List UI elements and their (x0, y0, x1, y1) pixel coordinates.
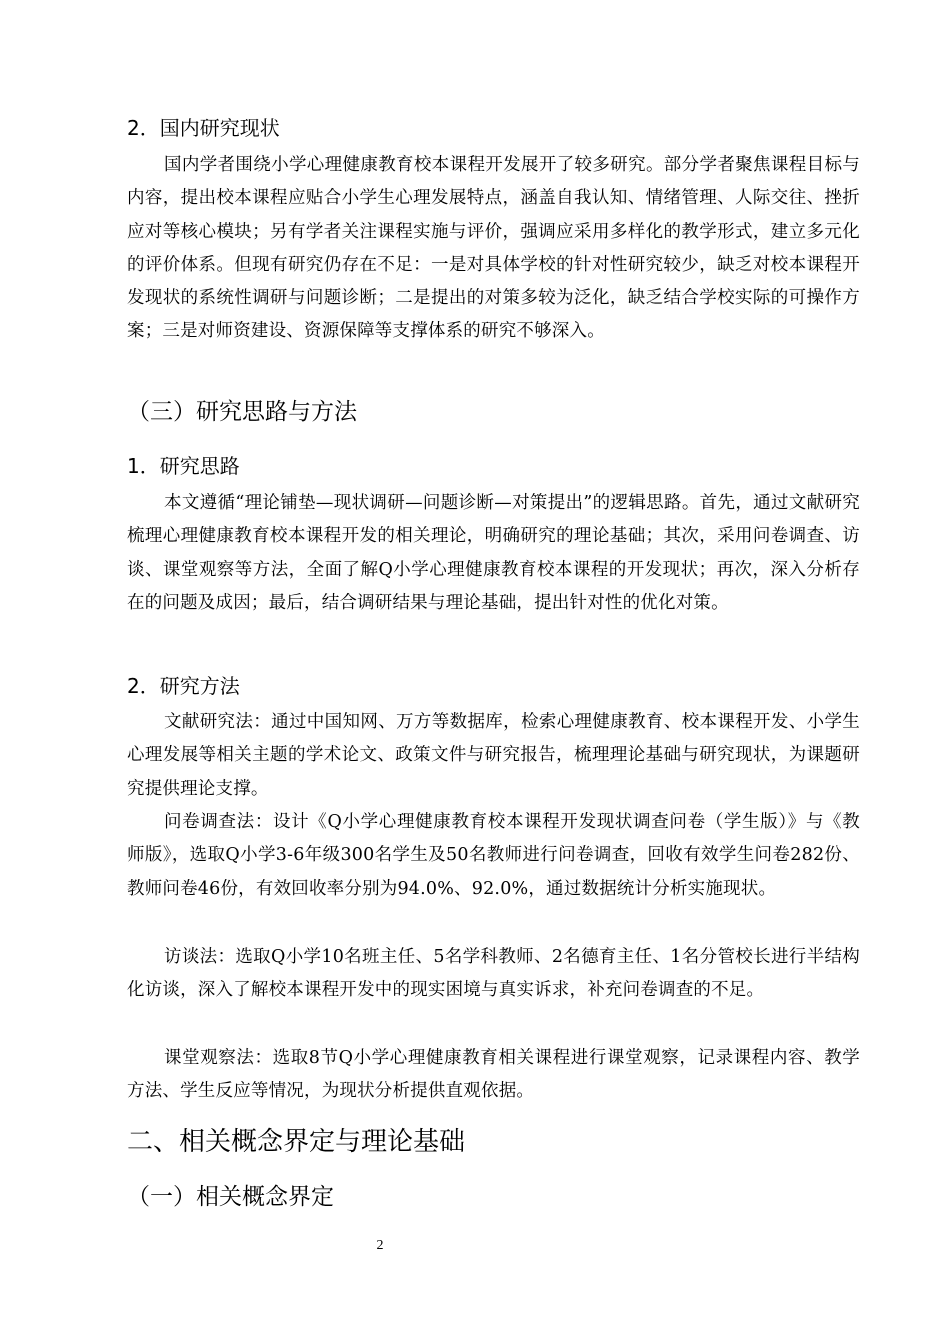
page-number: 2 (376, 1238, 384, 1253)
research-idea-paragraph: 本文遵循“理论铺垫—现状调研—问题诊断—对策提出”的逻辑思路。首先，通过文献研究梳理心理健康教育校本课程开发的相关理论，明确研究的理论基础；其次，采用问卷调查、访谈、课堂观察等方法，全面了解Q小学心理健康教育校本课程的开发现状；再次，深入分析存在的问题及成因；最后，结合调研结果与理论基础，提出针对性的优化对策。 (127, 493, 860, 613)
research-approach-heading: （三）研究思路与方法 (127, 399, 357, 425)
research-idea-title: 1．研究思路 (127, 454, 240, 478)
concept-definition-heading: （一）相关概念界定 (127, 1184, 334, 1210)
research-method-title: 2．研究方法 (127, 674, 240, 698)
domestic-research-title: 2．国内研究现状 (127, 116, 280, 140)
domestic-research-paragraph: 国内学者围绕小学心理健康教育校本课程开发展开了较多研究。部分学者聚焦课程目标与内容，提出校本课程应贴合小学生心理发展特点，涵盖自我认知、情绪管理、人际交往、挫折应对等核心模块；另有学者关注课程实施与评价，强调应采用多样化的教学形式，建立多元化的评价体系。但现有研究仍存在不足：一是对具体学校的针对性研究较少，缺乏对校本课程开发现状的系统性调研与问题诊断；二是提出的对策多较为泛化，缺乏结合学校实际的可操作方案；三是对师资建设、资源保障等支撑体系的研究不够深入。 (127, 155, 860, 342)
questionnaire-method-paragraph: 问卷调查法：设计《Q小学心理健康教育校本课程开发现状调查问卷（学生版）》与《教师版》，选取Q小学3-6年级300名学生及50名教师进行问卷调查，回收有效学生问卷282份、教师问卷46份，有效回收率分别为94.0%、92.0%，通过数据统计分析实施现状。 (127, 812, 860, 899)
literature-method-paragraph: 文献研究法：通过中国知网、万方等数据库，检索心理健康教育、校本课程开发、小学生心理发展等相关主题的学术论文、政策文件与研究报告，梳理理论基础与研究现状，为课题研究提供理论支撑。 (127, 712, 860, 799)
interview-method-paragraph: 访谈法：选取Q小学10名班主任、5名学科教师、2名德育主任、1名分管校长进行半结构化访谈，深入了解校本课程开发中的现实困境与真实诉求，补充问卷调查的不足。 (127, 947, 860, 1001)
chapter-heading: 二、相关概念界定与理论基础 (127, 1127, 466, 1157)
observation-method-paragraph: 课堂观察法：选取8节Q小学心理健康教育相关课程进行课堂观察，记录课程内容、教学方法、学生反应等情况，为现状分析提供直观依据。 (127, 1048, 860, 1102)
